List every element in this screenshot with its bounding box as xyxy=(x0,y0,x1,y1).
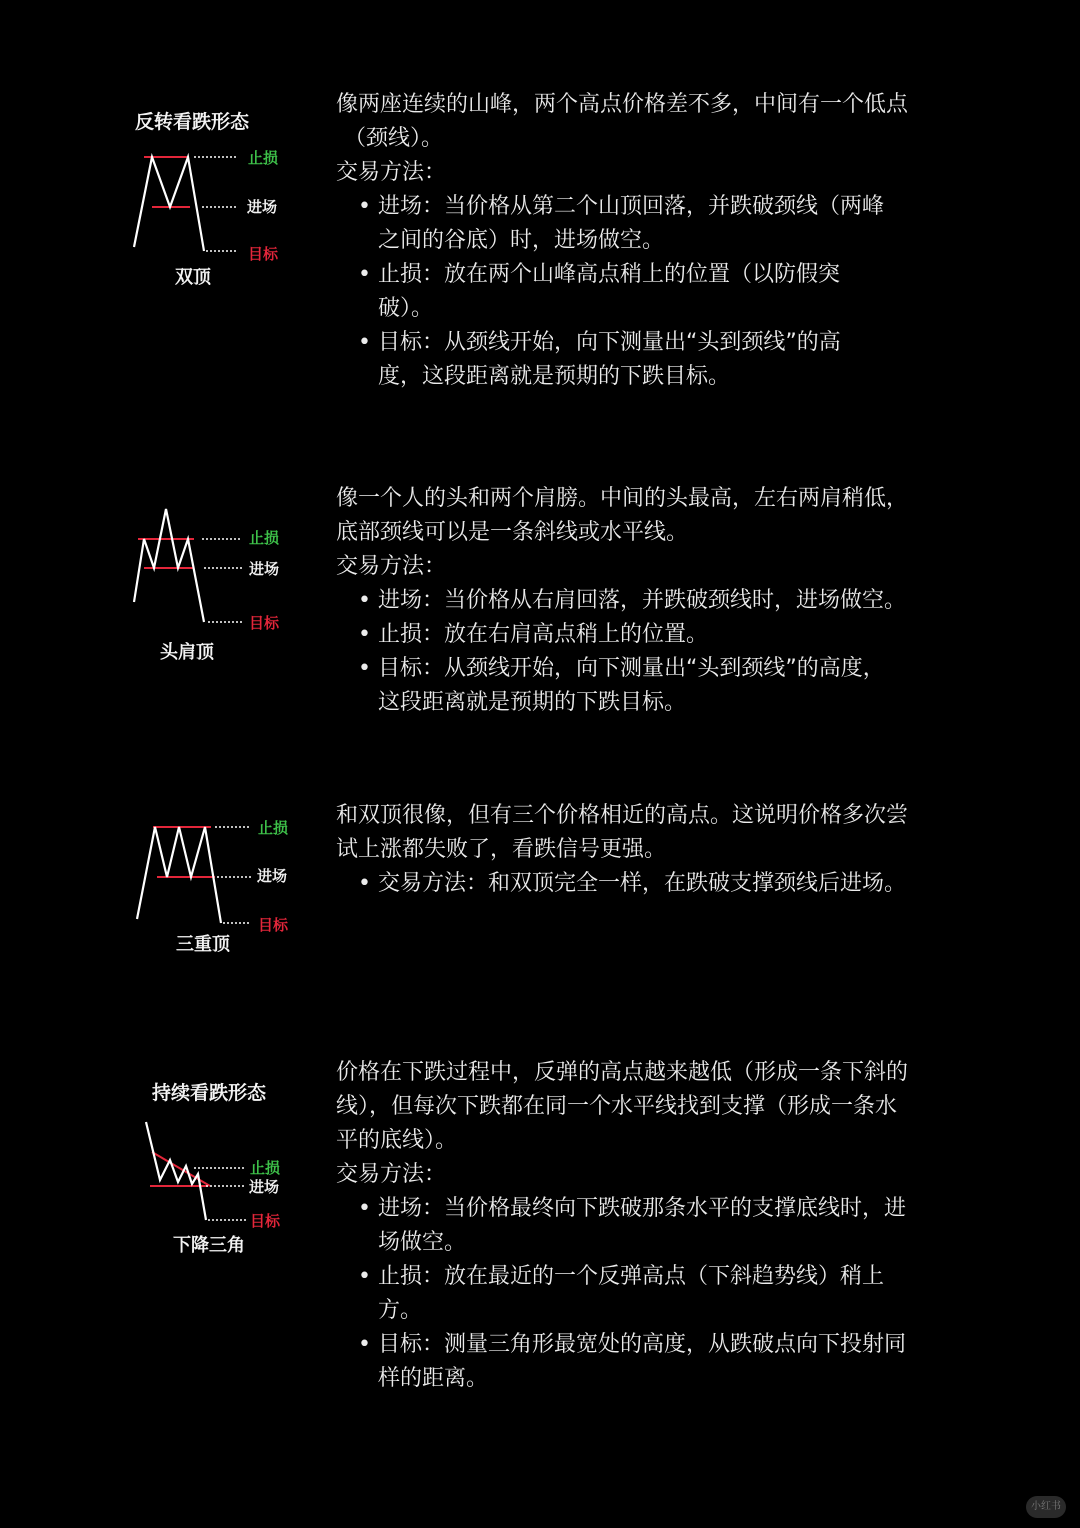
entry-label: 进场 xyxy=(257,867,288,885)
intro-line: 底部颈线可以是一条斜线或水平线。 xyxy=(336,520,689,545)
intro-line: 和双顶很像，但有三个价格相近的高点。这说明价格多次尝 xyxy=(336,803,909,828)
bullet-line: 止损：放在最近的一个反弹高点（下斜趋势线）稍上 xyxy=(378,1264,885,1289)
bullet-line: 交易方法：和双顶完全一样，在跌破支撑颈线后进场。 xyxy=(378,871,907,896)
watermark-logo: 小红书 xyxy=(1026,1496,1066,1518)
bullet-line: 这段距离就是预期的下跌目标。 xyxy=(378,690,687,715)
bullet-line: 目标：从颈线开始，向下测量出“头到颈线”的高度， xyxy=(378,656,885,681)
intro-line: 平的底线）。 xyxy=(336,1128,458,1153)
list-item: • 进场：当价格最终向下跌破那条水平的支撑底线时，进 场做空。 xyxy=(358,1196,907,1255)
bullet-line: 目标：从颈线开始，向下测量出“头到颈线”的高 xyxy=(378,330,841,355)
list-item: • 止损：放在最近的一个反弹高点（下斜趋势线）稍上 方。 xyxy=(358,1264,885,1323)
entry-label: 进场 xyxy=(249,560,280,578)
method-title: 交易方法： xyxy=(336,554,447,579)
pattern-description xyxy=(336,1056,986,1396)
bullet-line: 进场：当价格最终向下跌破那条水平的支撑底线时，进 xyxy=(378,1196,907,1221)
price-path xyxy=(134,157,204,251)
list-item: • 进场：当价格从第二个山顶回落，并跌破颈线（两峰 之间的谷底）时，进场做空。 xyxy=(358,194,885,253)
section-heading: 持续看跌形态 xyxy=(152,1082,267,1104)
pattern-name: 三重顶 xyxy=(176,934,230,955)
method-title: 交易方法： xyxy=(336,160,447,185)
double-top-diagram xyxy=(130,145,290,263)
method-list xyxy=(336,584,986,720)
method-list xyxy=(336,1192,986,1396)
list-item: • 目标：测量三角形最宽处的高度，从跌破点向下投射同 样的距离。 xyxy=(358,1332,907,1391)
pattern-name: 头肩顶 xyxy=(160,642,214,663)
section-heading: 反转看跌形态 xyxy=(135,111,250,133)
method-list xyxy=(336,190,986,394)
stop-loss-label: 止损 xyxy=(248,149,279,167)
bullet-line: 样的距离。 xyxy=(378,1366,489,1391)
list-item: • 交易方法：和双顶完全一样，在跌破支撑颈线后进场。 xyxy=(358,871,907,896)
price-path xyxy=(137,827,221,923)
target-label: 目标 xyxy=(250,1212,281,1230)
list-item: • 止损：放在两个山峰高点稍上的位置（以防假突 破）。 xyxy=(358,262,841,321)
bullet-line: 目标：测量三角形最宽处的高度，从跌破点向下投射同 xyxy=(378,1332,907,1357)
price-path xyxy=(146,1122,206,1220)
intro-line: 线），但每次下跌都在同一个水平线找到支撑（形成一条水 xyxy=(336,1094,898,1119)
pattern-name: 双顶 xyxy=(175,267,211,288)
list-item: • 目标：从颈线开始，向下测量出“头到颈线”的高度， 这段距离就是预期的下跌目标。 xyxy=(358,656,885,715)
bullet-line: 破）。 xyxy=(378,296,434,321)
bullet-line: 止损：放在两个山峰高点稍上的位置（以防假突 xyxy=(378,262,841,287)
entry-label: 进场 xyxy=(247,198,278,216)
intro-line: 像两座连续的山峰，两个高点价格差不多，中间有一个低点 xyxy=(336,92,909,117)
list-item: • 止损：放在右肩高点稍上的位置。 xyxy=(358,622,709,647)
triple-top-diagram xyxy=(133,815,293,934)
entry-label: 进场 xyxy=(249,1178,280,1196)
stop-loss-label: 止损 xyxy=(258,819,289,837)
intro-line: 试上涨都失败了，看跌信号更强。 xyxy=(336,837,667,862)
descending-triangle-diagram xyxy=(140,1120,300,1230)
bullet-line: 进场：当价格从右肩回落，并跌破颈线时，进场做空。 xyxy=(378,588,907,613)
bullet-line: 方。 xyxy=(378,1298,423,1323)
pattern-description xyxy=(336,88,986,394)
intro-line: 像一个人的头和两个肩膀。中间的头最高，左右两肩稍低， xyxy=(336,486,909,511)
bullet-line: 之间的谷底）时，进场做空。 xyxy=(378,228,665,253)
stop-loss-label: 止损 xyxy=(249,529,280,547)
intro-line: 价格在下跌过程中，反弹的高点越来越低（形成一条下斜的 xyxy=(336,1060,909,1085)
method-list xyxy=(336,867,986,901)
head-shoulders-diagram xyxy=(130,505,290,630)
bullet-line: 进场：当价格从第二个山顶回落，并跌破颈线（两峰 xyxy=(378,194,885,219)
list-item: • 进场：当价格从右肩回落，并跌破颈线时，进场做空。 xyxy=(358,588,907,613)
price-path xyxy=(134,509,204,622)
pattern-name: 下降三角 xyxy=(173,1235,245,1256)
target-label: 目标 xyxy=(258,916,289,934)
intro-line: （颈线）。 xyxy=(344,126,444,151)
bullet-line: 场做空。 xyxy=(378,1230,467,1255)
list-item: • 目标：从颈线开始，向下测量出“头到颈线”的高 度，这段距离就是预期的下跌目标。 xyxy=(358,330,841,389)
method-title: 交易方法： xyxy=(336,1162,447,1187)
bullet-line: 度，这段距离就是预期的下跌目标。 xyxy=(378,364,731,389)
pattern-description xyxy=(336,482,986,720)
stop-loss-label: 止损 xyxy=(250,1159,281,1177)
target-label: 目标 xyxy=(248,245,279,263)
bullet-line: 止损：放在右肩高点稍上的位置。 xyxy=(378,622,709,647)
target-label: 目标 xyxy=(249,614,280,632)
pattern-description xyxy=(336,799,986,901)
